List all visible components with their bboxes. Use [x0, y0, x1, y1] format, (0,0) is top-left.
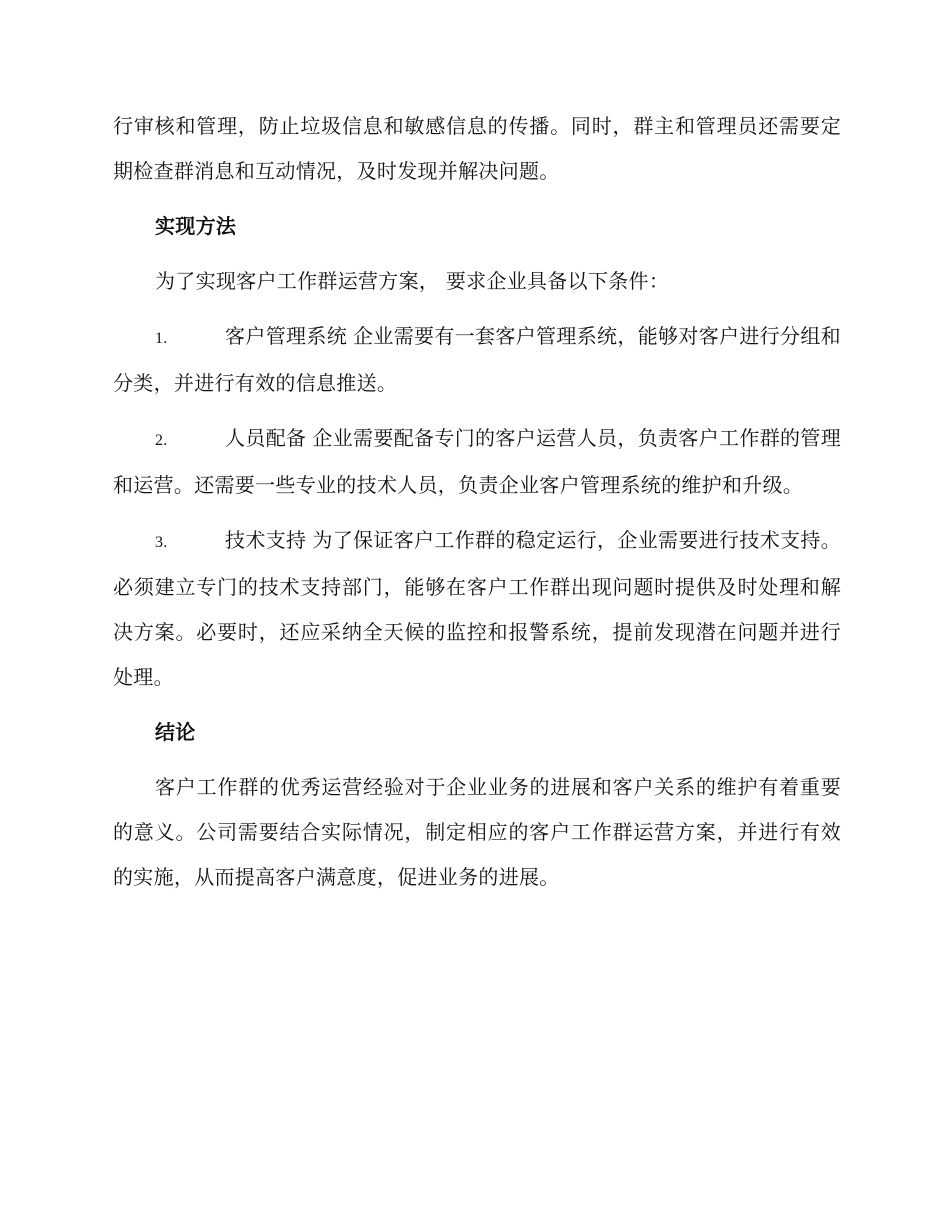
- list-item-number: 2.: [155, 432, 168, 449]
- section-heading-conclusion: 结论: [155, 720, 196, 744]
- method-lead-paragraph: 为了实现客户工作群运营方案， 要求企业具备以下条件：: [155, 269, 670, 293]
- list-item: [113, 518, 841, 700]
- section-heading-method: 实现方法: [155, 214, 237, 238]
- list-item-number: 1.: [155, 330, 168, 347]
- list-item-text: 为了保证客户工作群的稳定运行，企业需要进行技术支持。必须建立专门的技术支持部门，能够在客户工作群出现问题时提供及时处理和解决方案。必要时，还应采纳全天候的监控和报警系统，提前发现潜在问题并进行处理。: [113, 528, 841, 689]
- conclusion-paragraph: 客户工作群的优秀运营经验对于企业业务的进展和客户关系的维护有着重要的意义。公司需要结合实际情况，制定相应的客户工作群运营方案，并进行有效的实施，从而提高客户满意度，促进业务的进展。: [113, 775, 841, 889]
- list-item-text: 企业需要配备专门的客户运营人员，负责客户工作群的管理和运营。还需要一些专业的技术人员，负责企业客户管理系统的维护和升级。: [113, 426, 841, 497]
- document-page: [113, 104, 841, 900]
- list-item-title: 技术支持: [225, 528, 307, 552]
- list-item-title: 客户管理系统: [225, 324, 348, 348]
- intro-paragraph: 行审核和管理，防止垃圾信息和敏感信息的传播。同时，群主和管理员还需要定期检查群消息和互动情况，及时发现并解决问题。: [113, 114, 841, 183]
- list-item-text: 企业需要有一套客户管理系统，能够对客户进行分组和分类，并进行有效的信息推送。: [113, 324, 841, 395]
- list-item-title: 人员配备: [225, 426, 307, 450]
- list-item-number: 3.: [155, 534, 168, 551]
- list-item: [113, 416, 841, 508]
- list-item: [113, 314, 841, 406]
